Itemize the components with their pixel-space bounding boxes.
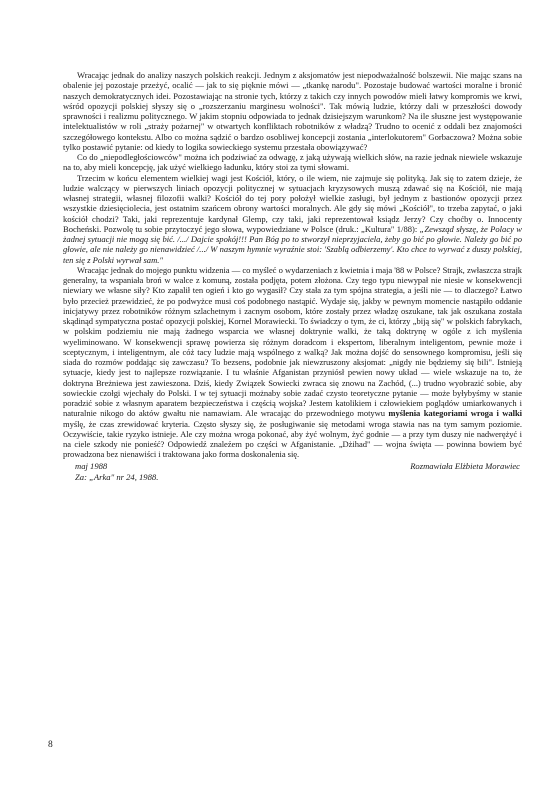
source-citation: Za: „Arka" nr 24, 1988. bbox=[75, 471, 159, 482]
paragraph-2: Co do „niepodległościowców" można ich podziwiać za odwagę, z jaką używają wielkich słów, na razie jednak niewiele wskazuje na to, aby mieli koncepcję, jak użyć wielkiego ładunku, który stoi za tymi słowami. bbox=[63, 152, 522, 173]
interviewer-credit: Rozmawiała Elżbieta Morawiec bbox=[410, 460, 520, 471]
paragraph-4 bbox=[63, 265, 522, 460]
bochenski-quote: „Zewsząd słyszę, że Polacy w żadnej sytuacji nie mogą się bić. /.../ Dajcie spokój!!! Pan Bóg po to stworzył nieprzyjaciela, żeby go bić po głowie. Należy go bić po głowie, ale nie należy go nienawidzieć /.../ W naszym hymnie wyraźnie stoi: 'Szablą odbierzemy'. Kto chce to wyrwać z duszy polskiej, ten się z Polski wyrwał sam." bbox=[63, 223, 523, 265]
paragraph-1: Wracając jednak do analizy naszych polskich reakcji. Jednym z aksjomatów jest niepodważalność bolszewii. Nie mając szans na obalenie jej pozostaje przeżyć, ocalić — jak to się pięknie mówi — „tkankę narodu". Pozostaje budować wartości moralne i bronić naszych demokratycznych idei. Pozostawiając na stronie tych, którzy z takich czy innych powodów mieli łatwy kompromis we krwi, wśród opozycji polskiej słyszy się o „rozszerzaniu marginesu wolności". Tak mówią ludzie, którzy dali w przeszłości dowody sprawności i realizmu politycznego. W jakim stopniu odpowiada to jednak dzisiejszym warunkom? Na ile słuszne jest występowanie intelektualistów w roli „straży pożarnej" w otwartych konfliktach robotników z władzą? Trudno to ocenić z oddali bez znajomości szczegółowego kontekstu. Albo co można sądzić o bardzo osobliwej koncepcji zostania „interlokutorem" Gorbaczowa? Można sobie tylko postawić pytanie: od kiedy to logika sowieckiego systemu przestała obowiązywać? bbox=[63, 70, 522, 152]
article-body bbox=[63, 70, 522, 482]
paragraph-4-bold-phrase: myślenia kategoriami wroga i walki bbox=[388, 408, 522, 419]
paragraph-3 bbox=[63, 173, 522, 265]
page-number: 8 bbox=[48, 740, 53, 750]
paragraph-4-text-a: Wracając jednak do mojego punktu widzenia — co myśleć o wydarzeniach z kwietnia i maja '88 w Polsce? Strajk, zwłaszcza strajk generalny, ta wspaniała broń w walce z komuną, została podjęta, potem złożona. Czy tego typu niewypał nie niesie w konsekwencji niewiary we własne siły? Kto zapalił ten ogień i kto go wygasił? Czy stała za tym spójna strategia, a jeśli nie — to dlaczego? Łatwo było przecież przewidzieć, że po podwyżce musi coś podobnego nastąpić. Wydaje się, jakby w pewnym momencie nastąpiło oddanie inicjatywy przez robotników różnym szlachetnym i zacnym osobom, które zostały przez władzę oszukane, tak jak oszukana została skądinąd sympatyczna postać opozycji polskiej, Kornel Morawiecki. To świadczy o tym, że ci, którzy „biją się" w polskich fabrykach, w polskim podziemiu nie mają żadnego wsparcia we własnej doktrynie walki, że taką doktrynę w ogóle z ich myślenia wyeliminowano. W konsekwencji sprawę powierza się różnym doradcom i ekspertom, liberalnym inteligentom, pewnie może i sceptycznym, i inteligentnym, ale cóż tacy ludzie mają wspólnego z walką? Jak można dojść do sensownego kompromisu, jeśli się siada do rozmów poddając się zawczasu? To bezsens, podobnie jak niewzruszony aksjomat: „nigdy nie będziemy się bili". Istnieją sytuacje, kiedy jest to najlepsze rozwiązanie. I tu właśnie Afganistan przyniósł pewien nowy układ — wiele wskazuje na to, że doktryna Breżniewa jest zawieszona. Dziś, kiedy Związek Sowiecki zwraca się znowu na Zachód, (...) trudno wyobrazić sobie, aby sowieckie czołgi wjechały do Polski. I w tej sytuacji możnaby sobie zadać czysto teoretyczne pytanie — może byłybyśmy w stanie poradzić sobie z własnym aparatem bezpieczeństwa i częścią wojska? Jestem katolikiem i człowiekiem poglądów umiarkowanych i naturalnie nikogo do aktów gwałtu nie namawiam. Ale wracając do przewodniego motywu bbox=[63, 264, 522, 419]
article-date: maj 1988 bbox=[75, 460, 108, 471]
paragraph-4-text-b: myślę, że czas zrewidować kryteria. Często słyszy się, że posługiwanie się metodami wroga stawia nas na tym samym poziomie. Oczywiście, takie ryzyko istnieje. Ale czy można wroga pokonać, aby żyć wolnym, żyć godnie — a przy tym duszy nie nadwerężyć i na ciele szkody nie ponieść? Odpowiedź znaleźem po części w Afganistanie. „Dżihad" — wojna święta — powinna bowiem być prowadzona bez nienawiści i traktowana jako forma doskonalenia się. bbox=[63, 418, 522, 460]
paragraph-3-text: Trzecim w końcu elementem wielkiej wagi jest Kościół, który, o ile wiem, nie zajmuje się polityką. Jak się to zatem dzieje, że ludzie walczący w pierwszych liniach opozycji politycznej w sytuacjach kryzysowych muszą zdawać się na Kościół, nie mają własnej strategii, własnej filozofii walki? Kościół do tej pory położył wielkie zasługi, był jednym z bastionów opozycji przez wszystkie dziesięciolecia, jest ostatnim szańcem obrony wartości moralnych. Ale gdy się mówi „Kościół", to trzeba zapytać, o jaki kościół chodzi? Taki, jaki reprezentuje kardynał Glemp, czy taki, jaki reprezentował ksiądz Jerzy? Czy choćby o. Innocenty Bocheński. Pozwolę tu sobie przytoczyć jego słowa, wypowiedziane w Polsce (druk.: „Kultura" 1/88): bbox=[63, 172, 522, 234]
signature-line bbox=[63, 461, 522, 472]
